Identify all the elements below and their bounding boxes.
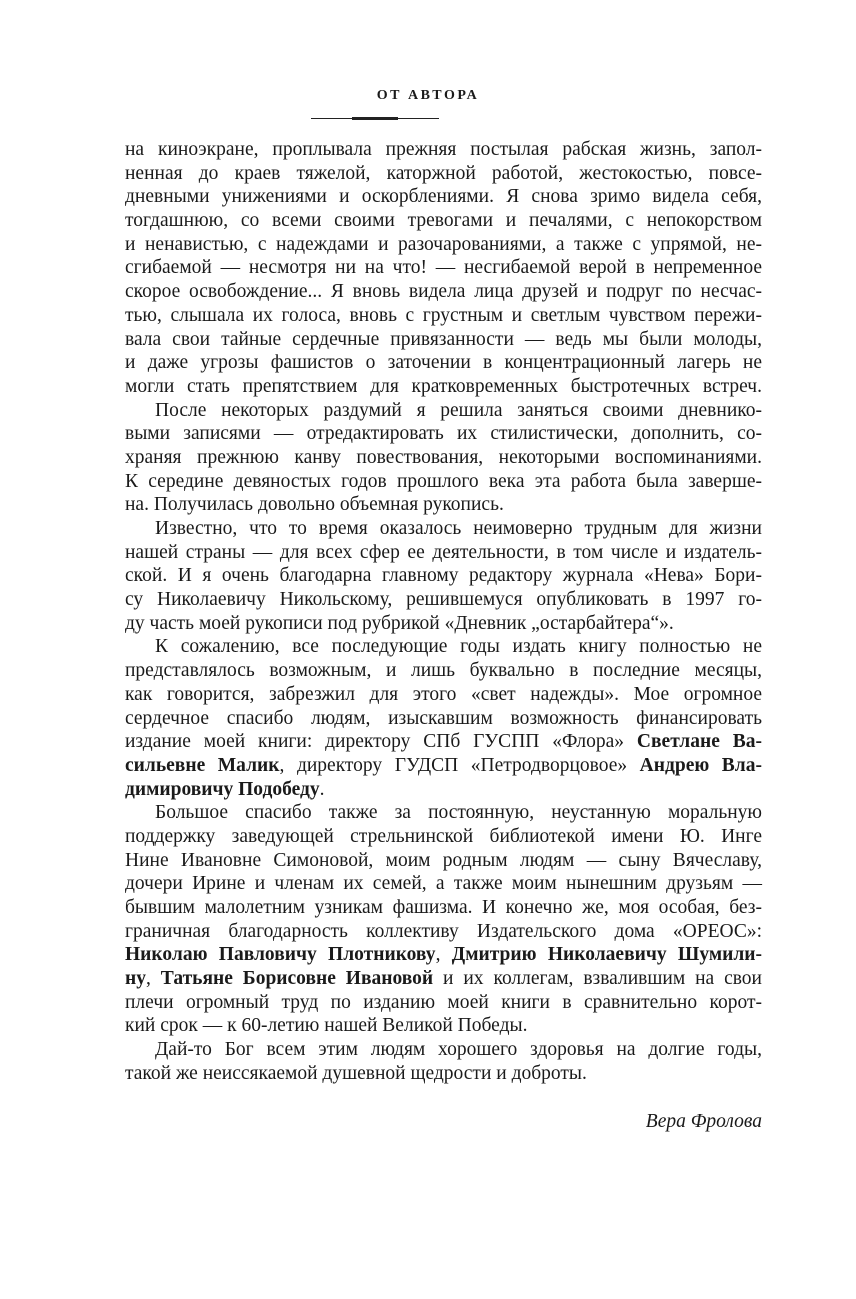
- text-segment: К середине девяностых годов прошлого века эта работа была заверше-: [125, 470, 762, 492]
- text-line: [125, 233, 762, 257]
- chapter-title: ОТ АВТОРА: [376, 88, 480, 103]
- text-segment: могли стать препятствием для кратковременных быстротечных встреч.: [125, 375, 762, 397]
- bold-name: Светлане Ва-: [636, 731, 762, 753]
- title-divider-accent: [352, 117, 398, 120]
- text-line: [125, 1014, 762, 1038]
- text-segment: К сожалению, все последующие годы издать книгу полностью не: [155, 636, 762, 658]
- bold-name: Андрею Вла-: [639, 754, 762, 776]
- text-line: [125, 564, 762, 588]
- text-segment: После некоторых раздумий я решила заняться своими дневнико-: [155, 399, 762, 421]
- text-line: [125, 209, 762, 233]
- text-segment: , директору ГУДСП «Петродворцовое»: [279, 754, 640, 776]
- text-line: [125, 162, 762, 186]
- text-line: [125, 896, 762, 920]
- text-segment: .: [319, 778, 325, 800]
- text-segment: представлялось возможным, и лишь буквально в последние месяцы,: [125, 660, 762, 682]
- text-line: [125, 422, 762, 446]
- text-line: [125, 778, 762, 802]
- author-signature: Вера Фролова: [645, 1111, 762, 1132]
- text-line: [125, 1062, 762, 1086]
- text-line: [125, 541, 762, 565]
- text-line: [125, 588, 762, 612]
- text-segment: дневными унижениями и оскорблениями. Я снова зримо видела себя,: [125, 186, 762, 208]
- text-line: [125, 493, 762, 517]
- text-segment: на. Получилась довольно объемная рукопись.: [125, 494, 504, 516]
- text-line: [125, 872, 762, 896]
- text-line: [125, 328, 762, 352]
- text-segment: бывшим малолетним узникам фашизма. И конечно же, моя особая, без-: [125, 897, 762, 918]
- text-line: [125, 375, 762, 399]
- text-segment: ду часть моей рукописи под рубрикой «Дневник „остарбайтера“».: [125, 612, 674, 634]
- text-segment: и ненавистью, с надеждами и разочарованиями, а также с упрямой, не-: [125, 233, 762, 255]
- text-line: [125, 849, 762, 873]
- text-line: [125, 399, 762, 423]
- text-segment: как говорится, забрезжил для этого «свет надежды». Мое огромное: [125, 683, 762, 705]
- text-segment: Дай-то Бог всем этим людям хорошего здоровья на долгие годы,: [155, 1039, 762, 1061]
- text-line: [125, 185, 762, 209]
- text-line: [125, 659, 762, 683]
- bold-name: димировичу Подобеду: [125, 778, 320, 800]
- text-line: [125, 967, 762, 991]
- bold-name: Николаю Павловичу Плотникову: [125, 944, 436, 966]
- text-segment: граничная благодарность коллективу Издательского дома «ОРЕОС»:: [125, 920, 762, 942]
- text-segment: кий срок — к 60-летию нашей Великой Победы.: [125, 1015, 528, 1037]
- text-segment: и их коллегам, взвалившим на свои: [433, 968, 762, 990]
- text-segment: ненная до краев тяжелой, каторжной работой, жестокостью, повсе-: [125, 162, 762, 184]
- text-segment: плечи огромный труд по изданию моей книги в сравнительно корот-: [125, 991, 762, 1013]
- text-segment: сердечное спасибо людям, изыскавшим возможность финансировать: [125, 707, 762, 729]
- text-segment: су Николаевичу Никольскому, решившемуся опубликовать в 1997 го-: [125, 589, 762, 611]
- text-segment: дочери Ирине и членам их семей, а также моим нынешним друзьям —: [125, 873, 762, 895]
- text-segment: на киноэкране, проплывала прежняя постылая рабская жизнь, запол-: [125, 139, 762, 160]
- bold-name: Дмитрию Николаевичу Шумили-: [451, 944, 763, 966]
- text-segment: нашей страны — для всех сфер ее деятельности, в том числе и издатель-: [125, 541, 762, 563]
- text-segment: поддержку заведующей стрельнинской библиотекой имени Ю. Инге: [125, 825, 762, 847]
- text-segment: издание моей книги: директору СПб ГУСПП «Флора»: [125, 731, 637, 753]
- text-line: [125, 991, 762, 1015]
- text-line: [125, 280, 762, 304]
- text-segment: и даже угрозы фашистов о заточении в концентрационный лагерь не: [125, 352, 762, 374]
- text-line: [125, 446, 762, 470]
- text-segment: Нине Ивановне Симоновой, моим родным людям — сыну Вячеславу,: [125, 849, 762, 871]
- text-segment: ской. И я очень благодарна главному редактору журнала «Нева» Бори-: [125, 565, 762, 587]
- text-segment: тью, слышала их голоса, вновь с грустным и светлым чувством пережи-: [125, 304, 762, 326]
- text-line: [125, 754, 762, 778]
- text-line: [125, 801, 762, 825]
- text-segment: храняя прежнюю канву повествования, некоторыми воспоминаниями.: [125, 446, 762, 468]
- text-line: [125, 825, 762, 849]
- text-line: [125, 138, 762, 162]
- text-line: [125, 730, 762, 754]
- text-line: [125, 943, 762, 967]
- text-line: [125, 351, 762, 375]
- text-line: [125, 256, 762, 280]
- text-segment: ,: [435, 944, 452, 966]
- text-segment: ,: [146, 968, 161, 990]
- text-line: [125, 635, 762, 659]
- text-segment: Известно, что то время оказалось неимоверно трудным для жизни: [155, 518, 762, 539]
- text-line: [125, 304, 762, 328]
- bold-name: сильевне Малик: [125, 754, 280, 776]
- bold-name: Татьяне Борисовне Ивановой: [160, 968, 434, 990]
- text-segment: тогдашнюю, со всеми своими тревогами и печалями, с непокорством: [125, 210, 762, 232]
- text-segment: такой же неиссякаемой душевной щедрости и доброты.: [125, 1062, 587, 1084]
- text-segment: сгибаемой — несмотря ни на что! — несгибаемой верой в непременное: [125, 257, 762, 279]
- text-segment: скорое освобождение... Я вновь видела лица друзей и подруг по несчас-: [125, 281, 762, 303]
- text-line: [125, 920, 762, 944]
- text-line: [125, 612, 762, 636]
- text-line: [125, 683, 762, 707]
- text-line: [125, 707, 762, 731]
- bold-name: ну: [125, 968, 146, 990]
- text-line: [125, 517, 762, 541]
- text-line: [125, 470, 762, 494]
- text-segment: Большое спасибо также за постоянную, неустанную моральную: [155, 802, 762, 824]
- text-segment: вала свои тайные сердечные привязанности — ведь мы были молоды,: [125, 328, 762, 350]
- body-text: [125, 138, 762, 1086]
- text-line: [125, 1038, 762, 1062]
- text-segment: выми записями — отредактировать их стилистически, дополнить, со-: [125, 423, 762, 445]
